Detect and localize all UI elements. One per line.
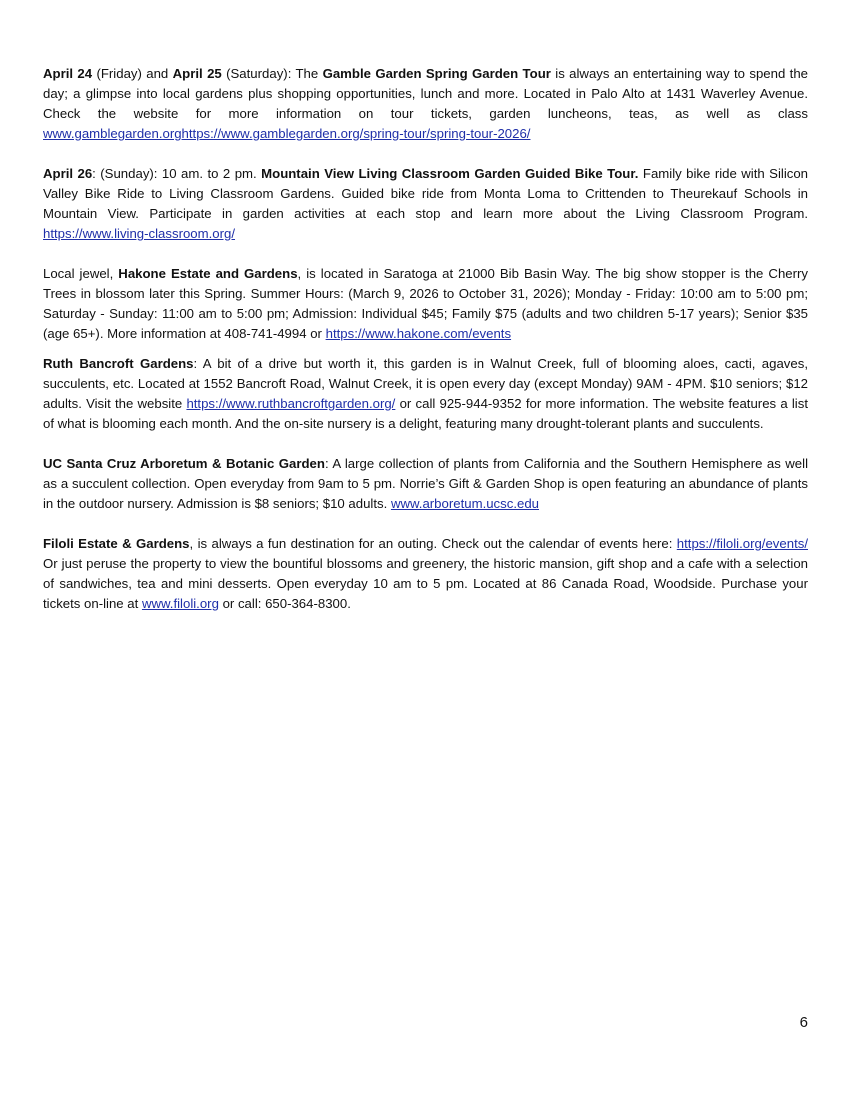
page-body: [43, 64, 808, 614]
garden-name: Filoli Estate & Gardens: [43, 536, 190, 551]
garden-name: UC Santa Cruz Arboretum & Botanic Garden: [43, 456, 325, 471]
event-name: Gamble Garden Spring Garden Tour: [322, 66, 551, 81]
paragraph-text: (Saturday): The: [221, 66, 323, 81]
paragraph-text: Local jewel,: [43, 266, 119, 281]
hakone-link[interactable]: https://www.hakone.com/events: [325, 326, 512, 341]
paragraph-text: , is located in Saratoga at 21000 Bib Basin Way. The big show stopper is the Cherry Trees in blossom later this Spring. Summer Hours: (March 9, 2026 to October 31, 2026); Monday - Friday: 10:00 am to 5:00 pm; Saturday - Sunday: 11:00 am to 5:00 pm; Admission: Individual $45; Family $75 (adults and two children 5-17 years); Senior $35 (age 65+). More information at 408-741-4994 or: [43, 266, 808, 341]
page-number: 6: [799, 1014, 808, 1031]
ruth-bancroft-paragraph: [43, 354, 808, 434]
paragraph-text: is always an entertaining way to spend the day; a glimpse into local gardens plus shopping opportunities, lunch and more. Located in Palo Alto at 1431 Waverley Avenue. Check the website for more information on tour tickets, garden luncheons, teas, as well as class: [43, 66, 809, 121]
hakone-paragraph: [43, 264, 808, 344]
paragraph-text: , is always a fun destination for an outing. Check out the calendar of events here:: [189, 536, 677, 551]
garden-name: Ruth Bancroft Gardens: [43, 356, 194, 371]
paragraph-text: or call: 650-364-8300.: [218, 596, 351, 611]
paragraph-text: Or just peruse the property to view the bountiful blossoms and greenery, the historic mansion, gift shop and a cafe with a selection of sandwiches, tea and mini desserts. Open everyday 10 am to 5 pm. Located at 86 Canada Road, Woodside. Purchase your tickets on-line at: [43, 556, 808, 611]
garden-name: Hakone Estate and Gardens: [118, 266, 298, 281]
mountain-view-paragraph: [43, 164, 808, 244]
filoli-site-link[interactable]: www.filoli.org: [141, 596, 219, 611]
ucsc-arboretum-paragraph: [43, 454, 808, 514]
paragraph-text: : A large collection of plants from California and the Southern Hemisphere as well as a succulent collection. Open everyday from 9am to 5 pm. Norrie’s Gift & Garden Shop is open featuring an abundance of plants in the outdoor nursery. Admission is $8 seniors; $10 adults.: [43, 456, 808, 511]
event-date: April 26: [43, 166, 93, 181]
paragraph-text: : A bit of a drive but worth it, this garden is in Walnut Creek, full of blooming aloes, cacti, agaves, succulents, etc. Located at 1552 Bancroft Road, Walnut Creek, it is open every day (except Monday) 9AM - 4PM. $10 seniors; $12 adults. Visit the website: [43, 356, 808, 411]
arboretum-link[interactable]: www.arboretum.ucsc.edu: [390, 496, 540, 511]
gamble-garden-link[interactable]: www.gamblegarden.orghttps://www.gamblegarden.org/spring-tour/spring-tour-2026/: [43, 126, 531, 141]
filoli-paragraph: [43, 534, 808, 614]
event-date: April 24: [43, 66, 93, 81]
paragraph-text: Family bike ride with Silicon Valley Bike Ride to Living Classroom Gardens. Guided bike ride from Monta Loma to Crittenden to Theurekauf Schools in Mountain View. Participate in garden activities at each stop and learn more about the Living Classroom Program.: [43, 166, 809, 221]
event-name: Mountain View Living Classroom Garden Guided Bike Tour.: [261, 166, 639, 181]
filoli-events-link[interactable]: https://filoli.org/events/: [676, 536, 808, 551]
paragraph-text: (Friday) and: [92, 66, 173, 81]
paragraph-text: : (Sunday): 10 am. to 2 pm.: [92, 166, 262, 181]
paragraph-text: or call 925-944-9352 for more information. The website features a list of what is blooming each month. And the on-site nursery is a delight, featuring many drought-tolerant plants and succulents.: [43, 396, 808, 431]
living-classroom-link[interactable]: https://www.living-classroom.org/: [43, 226, 236, 241]
gamble-garden-paragraph: [43, 64, 808, 144]
event-date: April 25: [172, 66, 222, 81]
ruth-bancroft-link[interactable]: https://www.ruthbancroftgarden.org/: [186, 396, 396, 411]
